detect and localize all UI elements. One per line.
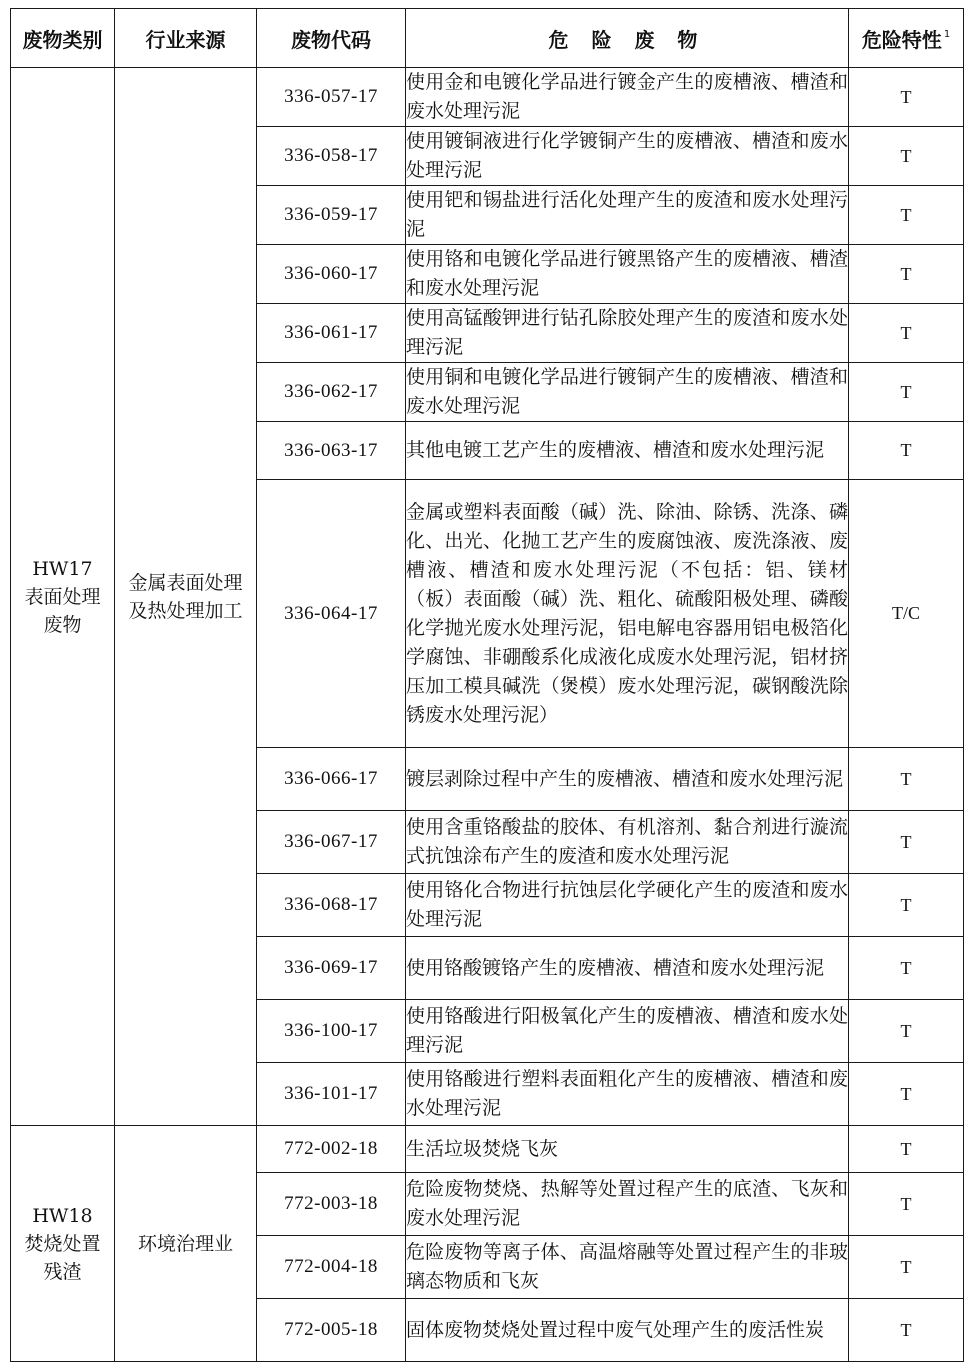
- waste-description-cell: 使用铜和电镀化学品进行镀铜产生的废槽液、槽渣和废水处理污泥: [406, 363, 849, 422]
- hazard-characteristic-cell: T: [849, 1063, 964, 1126]
- header-hazard: 危险特性 $^1$: [849, 9, 964, 68]
- hazard-characteristic-cell: T: [849, 811, 964, 874]
- waste-description-cell: 使用含重铬酸盐的胶体、有机溶剂、黏合剂进行漩流式抗蚀涂布产生的废渣和废水处理污泥: [406, 811, 849, 874]
- industry-source-cell: [115, 1126, 257, 1362]
- hazard-characteristic-cell: T: [849, 68, 964, 127]
- header-waste: 危 险 废 物: [406, 9, 849, 68]
- waste-code-cell: 336-064-17: [257, 480, 406, 748]
- waste-description-cell: 生活垃圾焚烧飞灰: [406, 1126, 849, 1173]
- hazard-characteristic-cell: T: [849, 1173, 964, 1236]
- hazard-characteristic-cell: T: [849, 1299, 964, 1362]
- waste-code-cell: 336-101-17: [257, 1063, 406, 1126]
- hazard-characteristic-cell: T/C: [849, 480, 964, 748]
- waste-description-cell: 使用铬酸镀铬产生的废槽液、槽渣和废水处理污泥: [406, 937, 849, 1000]
- waste-code-cell: 336-068-17: [257, 874, 406, 937]
- waste-description-cell: 使用铬酸进行塑料表面粗化产生的废槽液、槽渣和废水处理污泥: [406, 1063, 849, 1126]
- waste-code-cell: 336-057-17: [257, 68, 406, 127]
- hazard-characteristic-cell: T: [849, 127, 964, 186]
- waste-category-line: HW18: [32, 1204, 93, 1227]
- waste-description-cell: 危险废物等离子体、高温熔融等处置过程产生的非玻璃态物质和飞灰: [406, 1236, 849, 1299]
- waste-code-cell: 772-004-18: [257, 1236, 406, 1299]
- hazard-characteristic-cell: T: [849, 363, 964, 422]
- header-code: 废物代码: [257, 9, 406, 68]
- table-row: [11, 1126, 964, 1173]
- waste-description-cell: 使用铬和电镀化学品进行镀黑铬产生的废槽液、槽渣和废水处理污泥: [406, 245, 849, 304]
- hazard-characteristic-cell: T: [849, 937, 964, 1000]
- waste-code-cell: 336-100-17: [257, 1000, 406, 1063]
- waste-description-cell: 固体废物焚烧处置过程中废气处理产生的废活性炭: [406, 1299, 849, 1362]
- table-row: [11, 68, 964, 127]
- footnote-marker: 1: [943, 28, 951, 40]
- waste-category-cell: [11, 68, 115, 1126]
- hazard-characteristic-cell: T: [849, 245, 964, 304]
- hazard-characteristic-cell: T: [849, 1236, 964, 1299]
- waste-code-cell: 772-002-18: [257, 1126, 406, 1173]
- hazard-characteristic-cell: T: [849, 304, 964, 363]
- hazard-characteristic-cell: T: [849, 422, 964, 480]
- waste-description-cell: 使用金和电镀化学品进行镀金产生的废槽液、槽渣和废水处理污泥: [406, 68, 849, 127]
- waste-code-cell: 336-060-17: [257, 245, 406, 304]
- industry-source-line: 及热处理加工: [128, 599, 243, 622]
- hazard-characteristic-cell: T: [849, 1000, 964, 1063]
- waste-code-cell: 336-058-17: [257, 127, 406, 186]
- waste-category-line: HW17: [32, 557, 93, 580]
- header-row: [11, 9, 964, 68]
- waste-code-cell: 336-062-17: [257, 363, 406, 422]
- waste-category-cell: [11, 1126, 115, 1362]
- hazard-characteristic-cell: T: [849, 186, 964, 245]
- waste-code-cell: 336-069-17: [257, 937, 406, 1000]
- waste-code-cell: 772-003-18: [257, 1173, 406, 1236]
- waste-category-line: 焚烧处置: [24, 1232, 101, 1255]
- waste-category-line: 表面处理: [24, 585, 101, 608]
- waste-description-cell: 使用钯和锡盐进行活化处理产生的废渣和废水处理污泥: [406, 186, 849, 245]
- industry-source-line: 环境治理业: [137, 1232, 233, 1255]
- waste-code-cell: 336-066-17: [257, 748, 406, 811]
- waste-code-cell: 336-061-17: [257, 304, 406, 363]
- waste-description-cell: 金属或塑料表面酸（碱）洗、除油、除锈、洗涤、磷化、出光、化抛工艺产生的废腐蚀液、废洗涤液、废槽液、槽渣和废水处理污泥（不包括：铝、镁材（板）表面酸（碱）洗、粗化、硫酸阳极处理、磷酸化学抛光废水处理污泥，铝电解电容器用铝电极箔化学腐蚀、非硼酸系化成液化成废水处理污泥，铝材挤压加工模具碱洗（煲模）废水处理污泥，碳钢酸洗除锈废水处理污泥）: [406, 480, 849, 748]
- hazard-characteristic-cell: T: [849, 1126, 964, 1173]
- waste-description-cell: 使用高锰酸钾进行钻孔除胶处理产生的废渣和废水处理污泥: [406, 304, 849, 363]
- waste-description-cell: 使用铬化合物进行抗蚀层化学硬化产生的废渣和废水处理污泥: [406, 874, 849, 937]
- hazard-characteristic-cell: T: [849, 874, 964, 937]
- header-category: 废物类别: [11, 9, 115, 68]
- waste-description-cell: 危险废物焚烧、热解等处置过程产生的底渣、飞灰和废水处理污泥: [406, 1173, 849, 1236]
- waste-description-cell: 使用铬酸进行阳极氧化产生的废槽液、槽渣和废水处理污泥: [406, 1000, 849, 1063]
- waste-description-cell: 使用镀铜液进行化学镀铜产生的废槽液、槽渣和废水处理污泥: [406, 127, 849, 186]
- waste-description-cell: 其他电镀工艺产生的废槽液、槽渣和废水处理污泥: [406, 422, 849, 480]
- waste-code-cell: 772-005-18: [257, 1299, 406, 1362]
- waste-code-cell: 336-059-17: [257, 186, 406, 245]
- header-source: 行业来源: [115, 9, 257, 68]
- waste-code-cell: 336-063-17: [257, 422, 406, 480]
- waste-category-line: 残渣: [43, 1260, 82, 1283]
- industry-source-line: 金属表面处理: [128, 571, 243, 594]
- waste-category-line: 废物: [43, 613, 82, 636]
- waste-description-cell: 镀层剥除过程中产生的废槽液、槽渣和废水处理污泥: [406, 748, 849, 811]
- hazard-characteristic-cell: T: [849, 748, 964, 811]
- hazardous-waste-table: [10, 8, 964, 1362]
- industry-source-cell: [115, 68, 257, 1126]
- waste-code-cell: 336-067-17: [257, 811, 406, 874]
